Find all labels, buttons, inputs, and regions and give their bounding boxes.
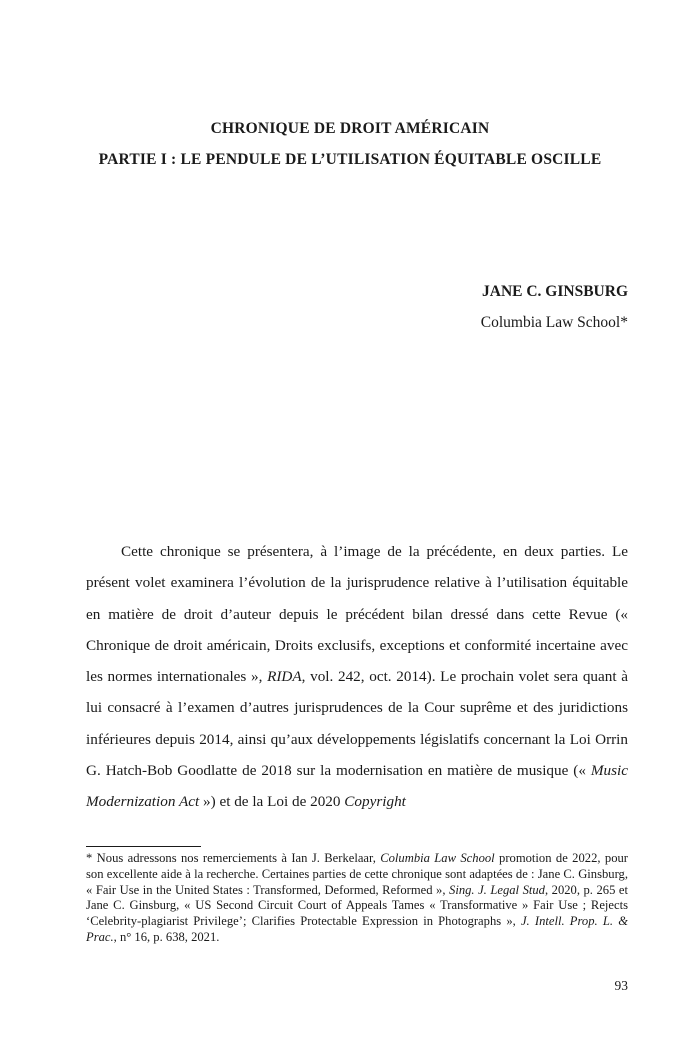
footnote-text-run: , 2020, p. 265 et Jane C. Ginsburg, « US Second Circuit Court of Appeals Tames « Transformative » Fair Use ; Rejects ‘Celebrity-plagiarist Privilege’; Clarifies Protectable Expression in Photographs », [86,882,628,929]
footnote-text-run: , n° 16, p. 638, 2021. [113,929,220,944]
footnote-text-run: promotion de 2022, pour son excellente aide à la recherche. Certaines parties de cette chronique sont adaptées de : Jane C. Ginsburg, « Fair Use in the United States : Transformed, Deformed, Reformed », [86,851,628,897]
body-paragraph [86,536,628,818]
chronicle-subtitle: PARTIE I : LE PENDULE DE L’UTILISATION ÉQUITABLE OSCILLE [98,151,602,168]
footnote-institution: Columbia Law School [380,851,495,865]
author-affiliation: Columbia Law School* [480,314,628,331]
page-number: 93 [614,978,628,993]
footnote-text-run: * Nous adressons nos remerciements à Ian J. Berkelaar, [86,851,381,865]
act-name-music-modernization: Music Modernization Act [86,762,628,811]
footnote-separator [86,846,201,847]
body-text [86,536,628,818]
body-text-run: Cette chronique se présentera, à l’image de la précédente, en deux parties. Le présent volet examinera l’évolution de la jurisprudence relative à l’utilisation équitable en matière de droit d’auteur depuis le précédent bilan dressé dans cette Revue (« Chronique de droit américain, Droits exclusifs, exceptions et conformité incertaine avec les normes internationales », [86,543,628,686]
footnote-journal-jipl: J. Intell. Prop. L. & Prac. [86,914,628,944]
footnote-journal-sing: Sing. J. Legal Stud [449,882,545,897]
footnote [86,851,628,946]
body-text-run: , vol. 242, oct. 2014). Le prochain volet sera quant à lui consacré à l’examen d’autres jurisprudences de la Cour suprême et des juridictions inférieures depuis 2014, ainsi qu’aux développements législatifs concernant la Loi Orrin G. Hatch-Bob Goodlatte de 2018 sur la modernisation en matière de musique (« [86,668,628,780]
journal-citation-rida: RIDA [267,668,302,686]
author-name: JANE C. GINSBURG [482,283,628,300]
body-text-run: ») et de la Loi de 2020 [199,793,345,811]
chronicle-title: CHRONIQUE DE DROIT AMÉRICAIN [210,120,490,137]
act-name-copyright: Copyright [344,793,406,811]
